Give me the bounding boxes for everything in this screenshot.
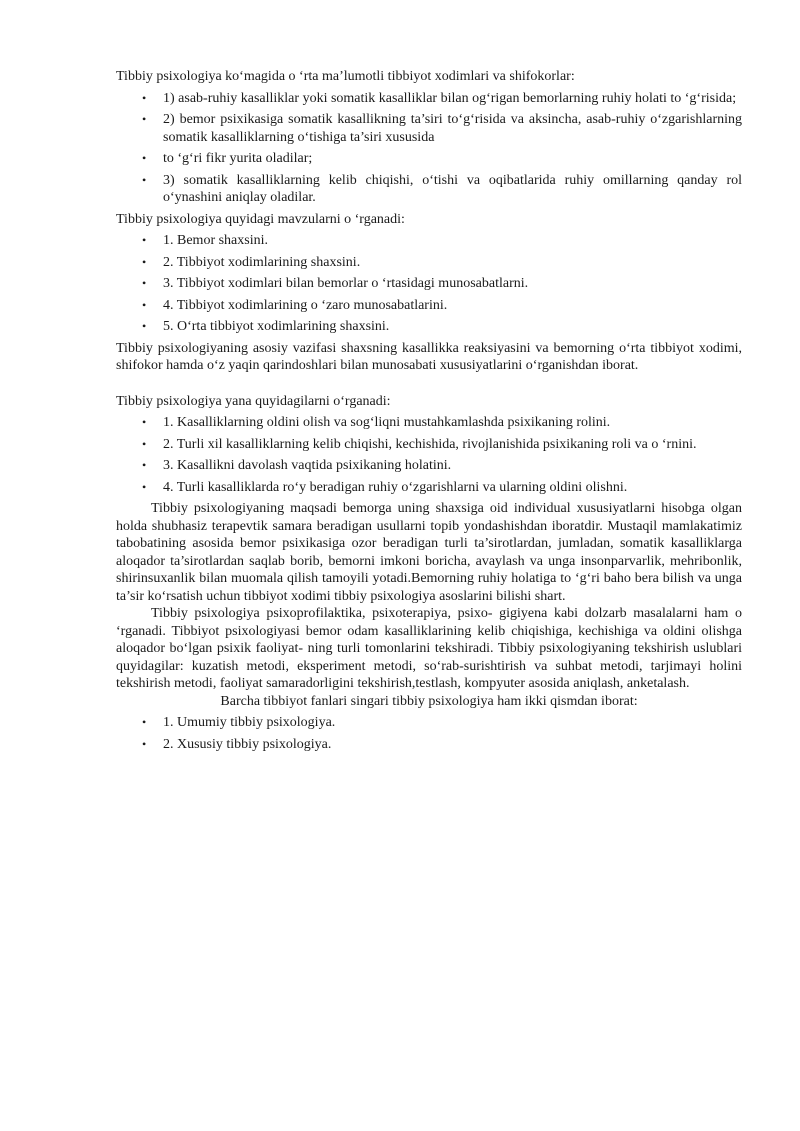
bullet-icon: • <box>142 233 147 247</box>
bullet-icon: • <box>142 297 147 312</box>
list-item: • 3) somatik kasalliklarning kelib chiqishi, o‘tishi va oqibatlarida ruhiy omillarning qanday rol o‘ynashini aniqlay oladilar. <box>142 172 742 205</box>
list-item: • 4. Turli kasalliklarda ro‘y beradigan ruhiy o‘zgarishlarni va ularning oldini olishni. <box>142 479 628 495</box>
list-item: • 2. Turli xil kasalliklarning kelib chiqishi, kechishida, rivojlanishida psixikaning roli va o ‘rnini. <box>142 436 697 452</box>
list-item: • 2) bemor psixikasiga somatik kasallikning ta’siri to‘g‘risida va aksincha, asab-ruhiy o‘zgarishlarning somatik kasalliklarning o‘tishiga ta’siri xususida <box>142 112 742 145</box>
bullet-icon: • <box>142 172 147 187</box>
methods-paragraph: Tibbiy psixologiya psixoprofilaktika, psixoterapiya, psixo- gigiyena kabi dolzarb masalalarni ham o ‘rganadi. Tibbiyot psixologiyasi bemor odam kasalliklarining kelib chiqishiga, kechishiga va oldini olishga aloqador bo‘lgan psixik faoliyat- ning turli tomonlarini tekshiradi. Tibbiy psixologiyaning tekshirish uslublari quyidagilar: kuzatish metodi, eksperiment metodi, so‘rab-surishtirish va suhbat metodi, tarjimayi holini tekshirish metodi, faoliyat samaradorligini tekshirish,testlash, kompyuter asosida aniqlash, anketalash. <box>116 606 742 691</box>
list-item: • 3. Kasallikni davolash vaqtida psixikaning holatini. <box>142 458 452 473</box>
bullet-icon: • <box>142 319 147 333</box>
document-page <box>116 68 742 757</box>
topics-intro: Tibbiy psixologiya quyidagi mavzularni o ‘rganadi: <box>116 211 405 227</box>
goal-paragraph: Tibbiy psixologiyaning maqsadi bemorga uning shaxsiga oid individual xususiyatlarni hisobga olgan holda shubhasiz terapevtik samara beradigan usullarni topib yondashishdan iboratdir. Mustaqil mamlakatimiz tabobatining asosida bemor psixikasiga ozor beradigan turli ta’sirotlardan, jumladan, somatik kasalliklarga aloqador ta’sirotlardan saqlab borib, bemorni imkoni boricha, avaylash va unga insonparvarlik, mehribonlik, shirinsuxanlik bilan muomala qilish tamoyili yotadi.Bemorning ruhiy holatiga to ‘g‘ri baho bera bilish va unga ta’sir ko‘rsatish uchun tibbiyot xodimi tibbiy psixologiya asoslarini bilishi shart. <box>116 501 742 604</box>
bullet-icon: • <box>142 415 147 429</box>
list-item: • 1. Bemor shaxsini. <box>142 233 268 248</box>
list-item: • 4. Tibbiyot xodimlarining o ‘zaro munosabatlarini. <box>142 297 448 313</box>
list-item: • 2. Xususiy tibbiy psixologiya. <box>142 736 332 752</box>
bullet-icon: • <box>142 458 147 472</box>
list-item: • 1. Kasalliklarning oldini olish va sog‘liqni mustahkamlashda psixikaning rolini. <box>142 415 611 430</box>
bullet-icon: • <box>142 112 147 126</box>
skills-list <box>116 90 742 207</box>
intro-paragraph: Tibbiy psixologiya ko‘magida o ‘rta ma’lumotli tibbiyot xodimlari va shifokorlar: <box>116 69 575 84</box>
also-list <box>116 414 742 496</box>
list-item: • 5. O‘rta tibbiyot xodimlarining shaxsini. <box>142 319 390 334</box>
spacer <box>116 375 742 393</box>
list-item: • to ‘g‘ri fikr yurita oladilar; <box>142 151 313 166</box>
bullet-icon: • <box>142 276 147 290</box>
task-paragraph: Tibbiy psixologiyaning asosiy vazifasi shaxsning kasallikka reaksiyasini va bemorning o‘rta tibbiyot xodimi, shifokor hamda o‘z yaqin qarindoshlari bilan munosabati xususiyatlarini o‘rganishdan iborat. <box>116 340 742 373</box>
list-item: • 2. Tibbiyot xodimlarining shaxsini. <box>142 254 361 270</box>
bullet-icon: • <box>142 436 147 451</box>
also-intro: Tibbiy psixologiya yana quyidagilarni o‘rganadi: <box>116 393 391 409</box>
bullet-icon: • <box>142 151 147 165</box>
topics-list <box>116 232 742 336</box>
bullet-icon: • <box>142 254 147 269</box>
list-item: • 1. Umumiy tibbiy psixologiya. <box>142 715 336 730</box>
list-item: • 3. Tibbiyot xodimlari bilan bemorlar o ‘rtasidagi munosabatlarni. <box>142 276 529 291</box>
parts-intro: Barcha tibbiyot fanlari singari tibbiy psixologiya ham ikki qismdan iborat: <box>220 693 638 709</box>
parts-list <box>116 714 742 753</box>
bullet-icon: • <box>142 715 147 729</box>
list-item: • 1) asab-ruhiy kasalliklar yoki somatik kasalliklar bilan og‘rigan bemorlarning ruhiy holati to ‘g‘risida; <box>142 90 737 106</box>
bullet-icon: • <box>142 479 147 494</box>
bullet-icon: • <box>142 90 147 105</box>
bullet-icon: • <box>142 736 147 751</box>
